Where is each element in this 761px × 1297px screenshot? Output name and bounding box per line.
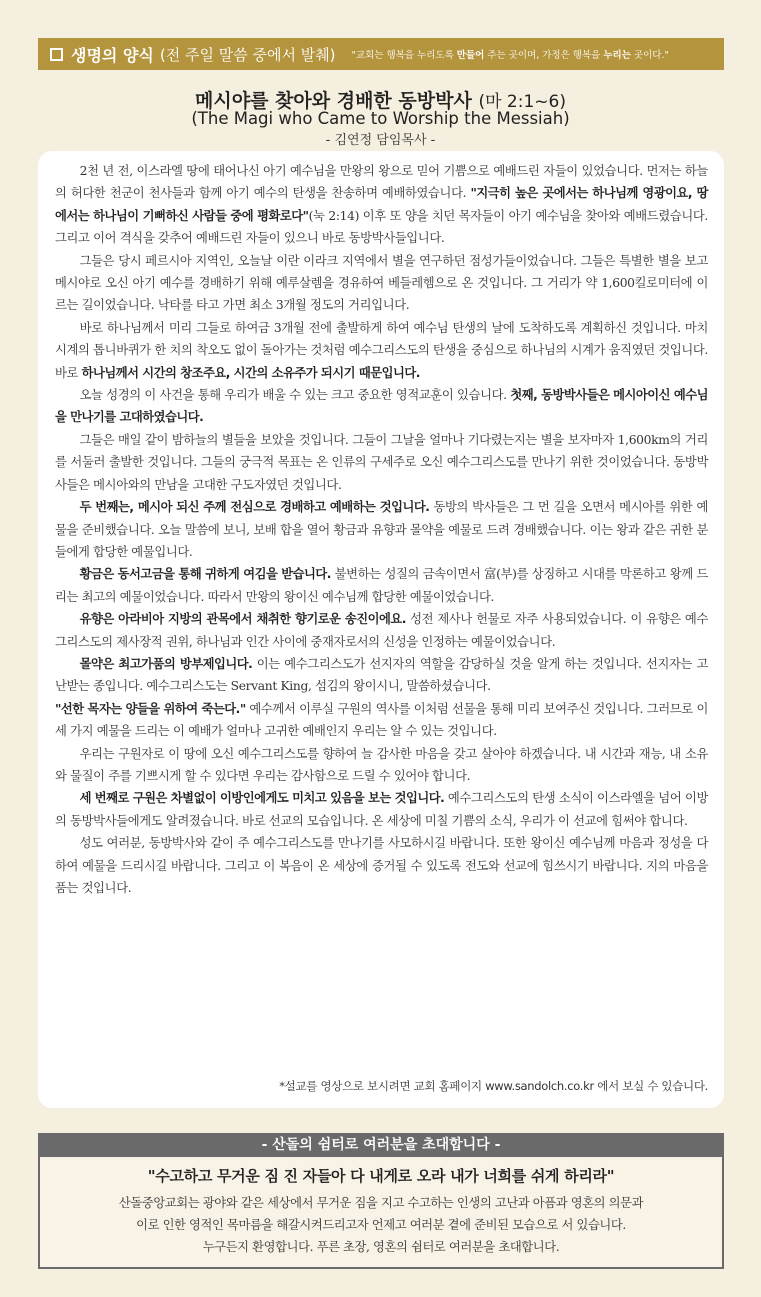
paragraph: "선한 목자는 양들을 위하여 죽는다." 예수께서 이루실 구원의 역사를 이처럼 선물을 통해 미리 보여주신 것입니다. 그러므로 이 세 가지 예물을 드리는 이 예배가 얼마나 고귀한 예배인지 우리는 알 수 있는 것입니다. <box>55 701 708 739</box>
paragraph: 바로 하나님께서 미리 그들로 하여금 3개월 전에 출발하게 하여 예수님 탄생의 날에 도착하도록 계획하신 것입니다. 마치 시계의 톱니바퀴가 한 치의 착오도 없이 돌아가는 것처럼 예수그리스도의 탄생을 중심으로 하나님의 시계가 움직였던 것입니다. 바로 하나님께서 시간의 창조주요, 시간의 소유주가 되시기 때문입니다. <box>55 320 708 380</box>
invite-line: 이로 인한 영적인 목마름을 해갈시켜드리고자 언제고 여러분 곁에 준비된 모습으로 서 있습니다. <box>136 1218 626 1232</box>
invite-line: 누구든지 환영합니다. 푸른 초장, 영혼의 쉼터로 여러분을 초대합니다. <box>202 1240 560 1254</box>
invite-title-bar: - 산돌의 쉼터로 여러분을 초대합니다 - <box>38 1133 724 1157</box>
section-title: 생명의 양식 <box>71 45 154 65</box>
paragraph: 그들은 당시 페르시아 지역인, 오늘날 이란 이라크 지역에서 별을 연구하던 점성가들이었습니다. 그들은 특별한 별을 보고 메시야로 오신 아기 예수를 경배하기 위해 예루살렘을 경유하여 베들레헴으로 온 것입니다. 그 거리가 약 1,600킬로미터에 이르는 길이었습니다. 낙타를 타고 가면 최소 3개월 정도의 거리입니다. <box>55 253 708 313</box>
paragraph: 황금은 동서고금을 통해 귀하게 여김을 받습니다. 불변하는 성질의 금속이면서 富(부)를 상징하고 시대를 막론하고 왕께 드리는 최고의 예물이었습니다. 따라서 만왕의 왕이신 예수님께 합당한 예물이었습니다. <box>55 567 708 604</box>
sermon-author: - 김연정 담임목사 - <box>325 133 436 148</box>
sermon-body <box>38 151 724 1108</box>
paragraph: 오늘 성경의 이 사건을 통해 우리가 배울 수 있는 크고 중요한 영적교훈이 있습니다. 첫째, 동방박사들은 메시아이신 예수님을 만나기를 고대하였습니다. <box>55 388 709 425</box>
sermon-title-text: 메시야를 찾아와 경배한 동방박사 <box>195 90 472 112</box>
paragraph: 두 번째는, 메시아 되신 주께 전심으로 경배하고 예배하는 것입니다. 동방의 박사들은 그 먼 길을 오면서 메시아를 위한 예물을 준비했습니다. 오늘 말씀에 보니, 보배 합을 열어 황금과 유향과 몰약을 예물로 드려 경배했습니다. 이는 왕과 같은 귀한 분들에게 합당한 예물입니다. <box>55 500 708 559</box>
sermon-title-english: (The Magi who Came to Worship the Messiah) <box>191 109 570 128</box>
paragraph: 그들은 매일 같이 밤하늘의 별들을 보았을 것입니다. 그들이 그날을 얼마나 기다렸는지는 별을 보자마자 1,600km의 거리를 서둘러 출발한 것입니다. 그들의 궁극적 목표는 온 인류의 구세주로 오신 예수그리스도를 만나기 위한 것이었습니다. 동방박사들은 메시아와의 만남을 고대한 구도자였던 것입니다. <box>55 432 708 492</box>
invite-line: 산돌중앙교회는 광야와 같은 세상에서 무거운 짐을 지고 수고하는 인생의 고난과 아픔과 영혼의 의문과 <box>118 1196 644 1210</box>
video-note: *설교를 영상으로 보시려면 교회 홈페이지 www.sandolch.co.kr 에서 보실 수 있습니다. <box>279 1079 708 1093</box>
paragraph: 우리는 구원자로 이 땅에 오신 예수그리스도를 향하여 늘 감사한 마음을 갖고 살아야 하겠습니다. 내 시간과 재능, 내 소유와 물질이 주를 기쁘시게 할 수 있다면 우리는 감사함으로 드릴 수 있어야 합니다. <box>55 746 708 783</box>
paragraph: 2천 년 전, 이스라엘 땅에 태어나신 아기 예수님을 만왕의 왕으로 믿어 기쁨으로 예배드린 자들이 있었습니다. 먼저는 하늘의 허다한 천군이 천사들과 함께 아기 예수의 탄생을 찬송하며 예배하였습니다. "지극히 높은 곳에서는 하나님께 영광이요, 땅에서는 하나님이 기뻐하신 사람들 중에 평화로다"(눅 2:14) 이후 또 양을 치던 목자들이 아기 예수님을 찾아와 예배드렸습니다. 그리고 이어 격식을 갖추어 예배드린 자들이 있으니 바로 동방박사들입니다. <box>55 164 708 246</box>
paragraph: 몰약은 최고가품의 방부제입니다. 이는 예수그리스도가 선지자의 역할을 감당하실 것을 알게 하는 것입니다. 선지자는 고난받는 종입니다. 예수그리스도는 Servant King, 섬김의 왕이시니, 말씀하셨습니다. <box>55 656 709 694</box>
checkbox-square-icon <box>50 48 63 61</box>
invite-quote: "수고하고 무거운 짐 진 자들아 다 내게로 오라 내가 너희를 쉬게 하리라" <box>147 1167 615 1185</box>
paragraph: 유향은 아라비아 지방의 관목에서 채취한 향기로운 송진이에요. 성전 제사나 헌물로 자주 사용되었습니다. 이 유향은 예수그리스도의 제사장적 권위, 하나님과 인간 사이에 중재자로서의 신성을 인정하는 예물이었습니다. <box>55 612 708 649</box>
paragraph: 성도 여러분, 동방박사와 같이 주 예수그리스도를 만나기를 사모하시길 바랍니다. 또한 왕이신 예수님께 마음과 정성을 다하여 예물을 드리시길 바랍니다. 그리고 이 복음이 온 세상에 증거될 수 있도록 전도와 선교에 힘쓰시기 바랍니다. 지의 마음을 품는 것입니다. <box>55 836 708 895</box>
scripture-reference: (마 2:1~6) <box>478 92 566 112</box>
section-header <box>38 38 724 70</box>
paragraph: 세 번째로 구원은 차별없이 이방인에게도 미치고 있음을 보는 것입니다. 예수그리스도의 탄생 소식이 이스라엘을 넘어 이방의 동방박사들에게도 알려졌습니다. 바로 선교의 모습입니다. 온 세상에 미칠 기쁨의 소식, 우리가 이 선교에 힘써야 합니다. <box>55 791 708 828</box>
header-motto: "교회는 행복을 누리도록 만들어 주는 곳이며, 가정은 행복을 누리는 곳이다." <box>351 50 669 61</box>
section-subtitle: (전 주일 말씀 중에서 발췌) <box>159 45 336 64</box>
invite-box <box>38 1157 724 1269</box>
